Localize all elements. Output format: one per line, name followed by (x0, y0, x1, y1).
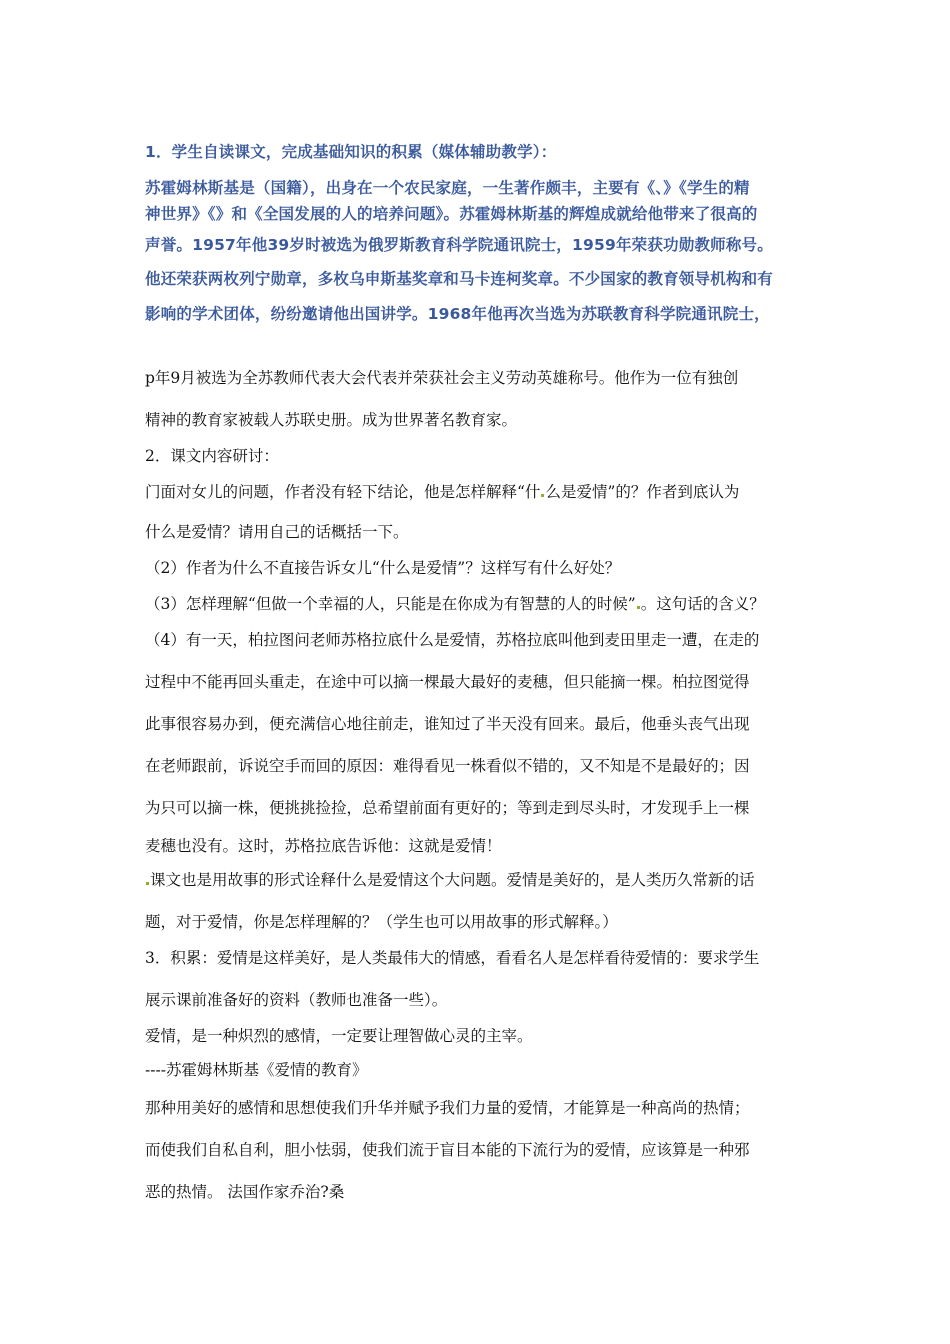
quote-1: 爱情，是一种炽烈的感情，一定要让理智做心灵的主宰。 (145, 1027, 533, 1045)
body-line-10: 此事很容易办到，便充满信心地往前走，谁知过了半天没有回来。最后，他垂头丧气出现 (145, 715, 750, 733)
question-3b: 。这句话的含义？ (640, 595, 765, 613)
decor-dot (541, 494, 544, 497)
body-line-4a: 门面对女儿的问题，作者没有轻下结论，他是怎样解释“什 (145, 483, 541, 501)
body-line-2: 精神的教育家被载人苏联史册。成为世界著名教育家。 (145, 411, 518, 429)
body-line-9: 过程中不能再回头重走，在途中可以摘一棵最大最好的麦穗，但只能摘一棵。柏拉图觉得 (145, 673, 750, 691)
blue-line-3: 神世界》《》和《全国发展的人的培养问题》。苏霍姆林斯基的辉煌成就给他带来了很高的 (145, 205, 758, 223)
question-2: （2）作者为什么不直接告诉女儿“什么是爱情”？这样写有什么好处？ (145, 559, 621, 577)
blue-line-4: 声誉。1957年他39岁时被选为俄罗斯教育科学院通讯院士，1959年荣获功勋教师称号。 (145, 236, 773, 254)
body-line-14-text: 课文也是用故事的形式诠释什么是爱情这个大问题。爱情是美好的，是人类历久常新的话 (150, 871, 755, 889)
body-line-15: 题，对于爱情，你是怎样理解的？（学生也可以用故事的形式解释。） (145, 913, 618, 931)
blue-line-1: 1．学生自读课文，完成基础知识的积累（媒体辅助教学）： (145, 143, 557, 161)
question-3 (145, 594, 765, 614)
body-line-1: p年9月被选为全苏教师代表大会代表并荣获社会主义劳动英雄称号。他作为一位有独创 (145, 369, 739, 387)
quote-1-source: ----苏霍姆林斯基《爱情的教育》 (145, 1061, 368, 1079)
quote-2-line-3: 恶的热情。 法国作家乔治?桑 (145, 1183, 345, 1201)
quote-2-line-2: 而使我们自私自利，胆小怯弱，使我们流于盲目本能的下流行为的爱情，应该算是一种邪 (145, 1141, 750, 1159)
body-line-17: 展示课前准备好的资料（教师也准备一些）。 (145, 991, 448, 1009)
body-line-5: 什么是爱情？请用自己的话概括一下。 (145, 523, 409, 541)
blue-line-2: 苏霍姆林斯基是（国籍），出身在一个农民家庭，一生著作颇丰，主要有《、》《学生的精 (145, 179, 750, 197)
blue-line-5: 他还荣获两枚列宁勋章，多枚乌申斯基奖章和马卡连柯奖章。不少国家的教育领导机构和有 (145, 270, 774, 288)
decor-dot (637, 606, 640, 609)
section-heading-2: 2．课文内容研讨： (145, 447, 279, 465)
body-line-4b: 么是爱情”的？作者到底认为 (545, 483, 740, 501)
body-line-11: 在老师跟前，诉说空手而回的原因：难得看见一株看似不错的，又不知是不是最好的；因 (145, 757, 750, 775)
decor-dot (146, 882, 149, 885)
body-line-14 (145, 870, 755, 890)
question-3a: （3）怎样理解“但做一个幸福的人，只能是在你成为有智慧的人的时候” (145, 595, 636, 613)
section-heading-3: 3．积累：爱情是这样美好，是人类最伟大的情感，看看名人是怎样看待爱情的：要求学生 (145, 949, 760, 967)
blue-line-6: 影响的学术团体，纷纷邀请他出国讲学。1968年他再次当选为苏联教育科学院通讯院士， (145, 305, 770, 323)
body-line-13: 麦穗也没有。这时，苏格拉底告诉他：这就是爱情！ (145, 837, 502, 855)
quote-2-line-1: 那种用美好的感情和思想使我们升华并赋予我们力量的爱情，才能算是一种高尚的热情； (145, 1099, 750, 1117)
body-line-12: 为只可以摘一株，便挑挑捡捡，总希望前面有更好的；等到走到尽头时，才发现手上一棵 (145, 799, 750, 817)
question-4: （4）有一天，柏拉图问老师苏格拉底什么是爱情，苏格拉底叫他到麦田里走一遭，在走的 (145, 631, 760, 649)
body-line-4 (145, 482, 739, 502)
